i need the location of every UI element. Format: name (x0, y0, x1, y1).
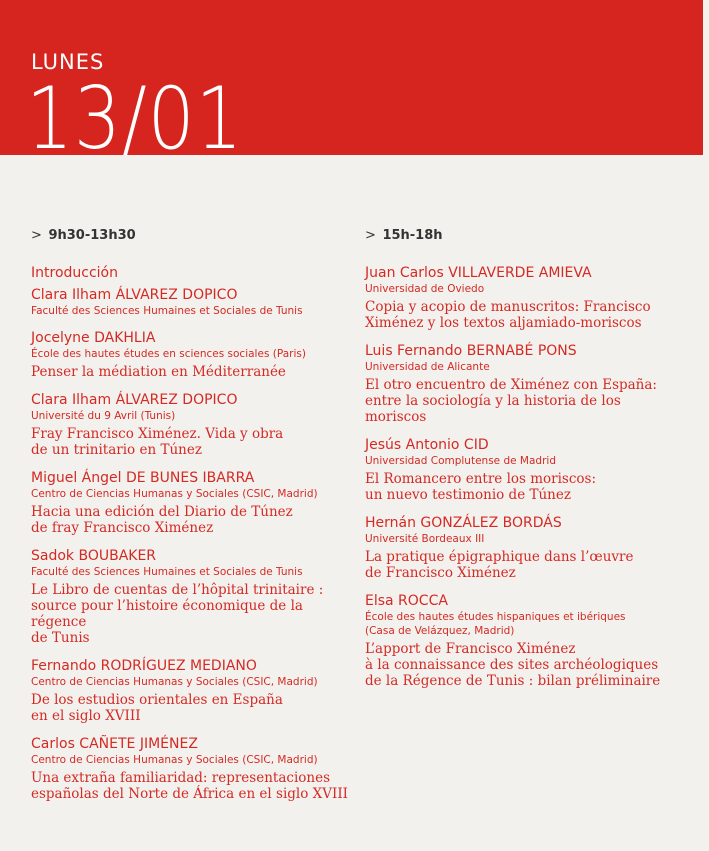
day-label: LUNES (31, 50, 105, 74)
speaker-affiliation: Centro de Ciencias Humanas y Sociales (CSIC, Madrid) (31, 488, 318, 500)
talk-item (31, 287, 351, 318)
talk-item (365, 437, 685, 503)
speaker-name: Jocelyne DAKHLIA (31, 330, 156, 346)
talk-item (31, 470, 351, 536)
talk-title: Fray Francisco Ximénez. Vida y obra de un trinitario en Túnez (31, 426, 284, 458)
speaker-name: Clara Ilham ÁLVAREZ DOPICO (31, 287, 238, 303)
speaker-name: Jesús Antonio CID (365, 437, 489, 453)
speaker-name: Elsa ROCCA (365, 593, 448, 609)
date-banner (0, 0, 703, 155)
talk-title: Le Libro de cuentas de l’hôpital trinitaire : source pour l’histoire économique de la régence de Tunis (31, 582, 324, 646)
speaker-affiliation: Centro de Ciencias Humanas y Sociales (CSIC, Madrid) (31, 676, 318, 688)
speaker-affiliation: École des hautes études hispaniques et ibériques (Casa de Velázquez, Madrid) (365, 611, 626, 637)
speaker-affiliation: École des hautes études en sciences sociales (Paris) (31, 348, 306, 360)
talk-item (31, 736, 351, 802)
afternoon-session (365, 228, 685, 701)
talk-title: El Romancero entre los moriscos: un nuevo testimonio de Túnez (365, 471, 597, 503)
introduction-label: Introducción (31, 265, 118, 281)
talk-item (31, 392, 351, 458)
talk-item (31, 548, 351, 646)
talk-item (365, 515, 685, 581)
talk-title: El otro encuentro de Ximénez con España: entre la sociología y la historia de los moriscos (365, 377, 657, 425)
morning-session (31, 228, 351, 814)
date-label: 13/01 (26, 69, 244, 155)
arrow-icon: > (31, 228, 42, 243)
speaker-name: Sadok BOUBAKER (31, 548, 157, 564)
talk-title: Penser la médiation en Méditerranée (31, 364, 286, 380)
speaker-name: Luis Fernando BERNABÉ PONS (365, 343, 577, 359)
talk-title: Hacia una edición del Diario de Túnez de fray Francisco Ximénez (31, 504, 293, 536)
speaker-name: Fernando RODRÍGUEZ MEDIANO (31, 658, 257, 674)
speaker-affiliation: Université Bordeaux III (365, 533, 485, 545)
speaker-affiliation: Universidad de Alicante (365, 361, 490, 373)
talk-title: Copia y acopio de manuscritos: Francisco Ximénez y los textos aljamiado-moriscos (365, 299, 651, 331)
speaker-affiliation: Universidad Complutense de Madrid (365, 455, 556, 467)
speaker-affiliation: Faculté des Sciences Humaines et Sociales de Tunis (31, 305, 303, 317)
speaker-name: Clara Ilham ÁLVAREZ DOPICO (31, 392, 238, 408)
session-time: > 9h30-13h30 (31, 228, 136, 243)
speaker-name: Juan Carlos VILLAVERDE AMIEVA (365, 265, 592, 281)
speaker-affiliation: Universidad de Oviedo (365, 283, 485, 295)
talk-title: De los estudios orientales en España en el siglo XVIII (31, 692, 283, 724)
speaker-name: Hernán GONZÁLEZ BORDÁS (365, 515, 562, 531)
speaker-name: Miguel Ángel DE BUNES IBARRA (31, 470, 255, 486)
speaker-affiliation: Centro de Ciencias Humanas y Sociales (CSIC, Madrid) (31, 754, 318, 766)
talk-title: L’apport de Francisco Ximénez à la connaissance des sites archéologiques de la Régence de Tunis : bilan préliminaire (365, 641, 661, 689)
talk-item (365, 343, 685, 425)
talk-item (365, 593, 685, 689)
session-time: > 15h-18h (365, 228, 443, 243)
speaker-affiliation: Université du 9 Avril (Tunis) (31, 410, 176, 422)
arrow-icon: > (365, 228, 376, 243)
talk-item (31, 330, 351, 380)
speaker-affiliation: Faculté des Sciences Humaines et Sociales de Tunis (31, 566, 303, 578)
talk-title: La pratique épigraphique dans l’œuvre de Francisco Ximénez (365, 549, 634, 581)
talk-title: Una extraña familiaridad: representaciones españolas del Norte de África en el siglo XVIII (31, 770, 349, 802)
speaker-name: Carlos CAÑETE JIMÉNEZ (31, 736, 198, 752)
talk-item (365, 265, 685, 331)
talk-item (31, 658, 351, 724)
